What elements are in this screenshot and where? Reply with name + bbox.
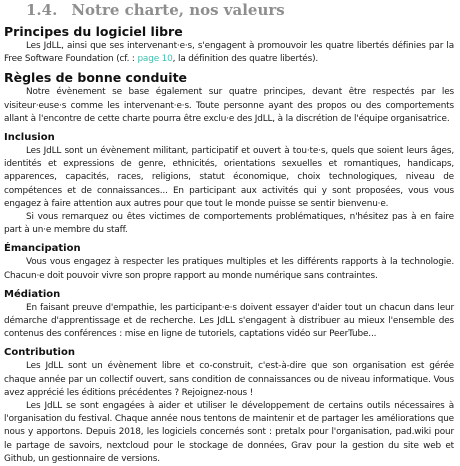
heading-regles: Règles de bonne conduite — [4, 70, 188, 86]
heading-emancipation: Émancipation — [4, 243, 81, 255]
document-body — [4, 23, 454, 466]
heading-principes: Principes du logiciel libre — [4, 24, 183, 39]
paragraph-principes — [4, 40, 454, 66]
paragraph-inclusion-1: Les JdLL sont un évènement militant, participatif et ouvert à tou·te·s, quels que soient leurs âges, identités et expressions de genre, ethnicités, orientations sexuelles et romantiques, handicaps, apparences, capacités, races, religions, statut économique, choix technologiques, niveau de compétences et de connaissances... En participant aux activités qui y sont proposées, vous vous engagez à faire attention aux autres pour que tout le monde puisse se sentir bienvenu·e. — [4, 146, 454, 209]
principes-text-after: , la définition des quatre libertés). — [172, 54, 319, 65]
page-link[interactable]: page 10 — [137, 54, 173, 65]
paragraph-inclusion-2: Si vous remarquez ou êtes victimes de comportements problématiques, n'hésitez pas à en faire part à un·e membre du staff. — [4, 212, 454, 236]
section-title — [26, 0, 285, 20]
paragraph-contribution-2: Les JdLL se sont engagées à aider et utiliser le développement de certains outils nécessaires à l'organisation du festival. Chaque année nous tentons de maintenir et de partager les améliorations que nous y apportons. Depuis 2018, les logiciels concernés sont : pretalx pour l'organisation, pad.wiki pour le partage de savoirs, nextcloud pour le stockage de données, Grav pour la gestion du site web et Github, un gestionnaire de versions. — [4, 401, 454, 464]
section-number: 1.4. — [26, 1, 58, 19]
paragraph-contribution-1: Les JdLL sont un évènement libre et co-construit, c'est-à-dire que son organisation est gérée chaque année par un collectif ouvert, sans condition de connaissances ou de niveau informatique. Vous avez apprécié les éditions précédentes ? Rejoignez-nous ! — [4, 361, 454, 398]
section-title-text: Notre charte, nos valeurs — [71, 1, 285, 19]
heading-mediation: Médiation — [4, 288, 61, 300]
principes-text-before: Les JdLL, ainsi que ses intervenant·e·s, s'engagent à promouvoir les quatre libertés définies par la Free Software Foundation (cf. : — [4, 41, 454, 65]
paragraph-regles: Notre évènement se base également sur quatre principes, devant être respectés par les visiteur·euse·s comme les intervenant·e·s. Toute personne ayant des propos ou des comportements allant à l'encontre de cette charte pourra être exclu·e des JdLL, à la discrétion de l'équipe organisatrice. — [4, 87, 454, 124]
heading-inclusion: Inclusion — [4, 132, 55, 144]
paragraph-mediation: En faisant preuve d'empathie, les participant·e·s doivent essayer d'aider tout un chacun dans leur démarche d'apprentissage et de recherche. Les JdLL s'engagent à distribuer au mieux l'ensemble des contenus des conférences : mise en ligne de tutoriels, captations vidéo sur PeerTube... — [4, 302, 454, 340]
paragraph-emancipation: Vous vous engagez à respecter les pratiques multiples et les différents rapports à la technologie. Chacun·e doit pouvoir vivre son propre rapport au monde numérique sans contraintes. — [4, 257, 454, 281]
heading-contribution: Contribution — [4, 347, 75, 359]
